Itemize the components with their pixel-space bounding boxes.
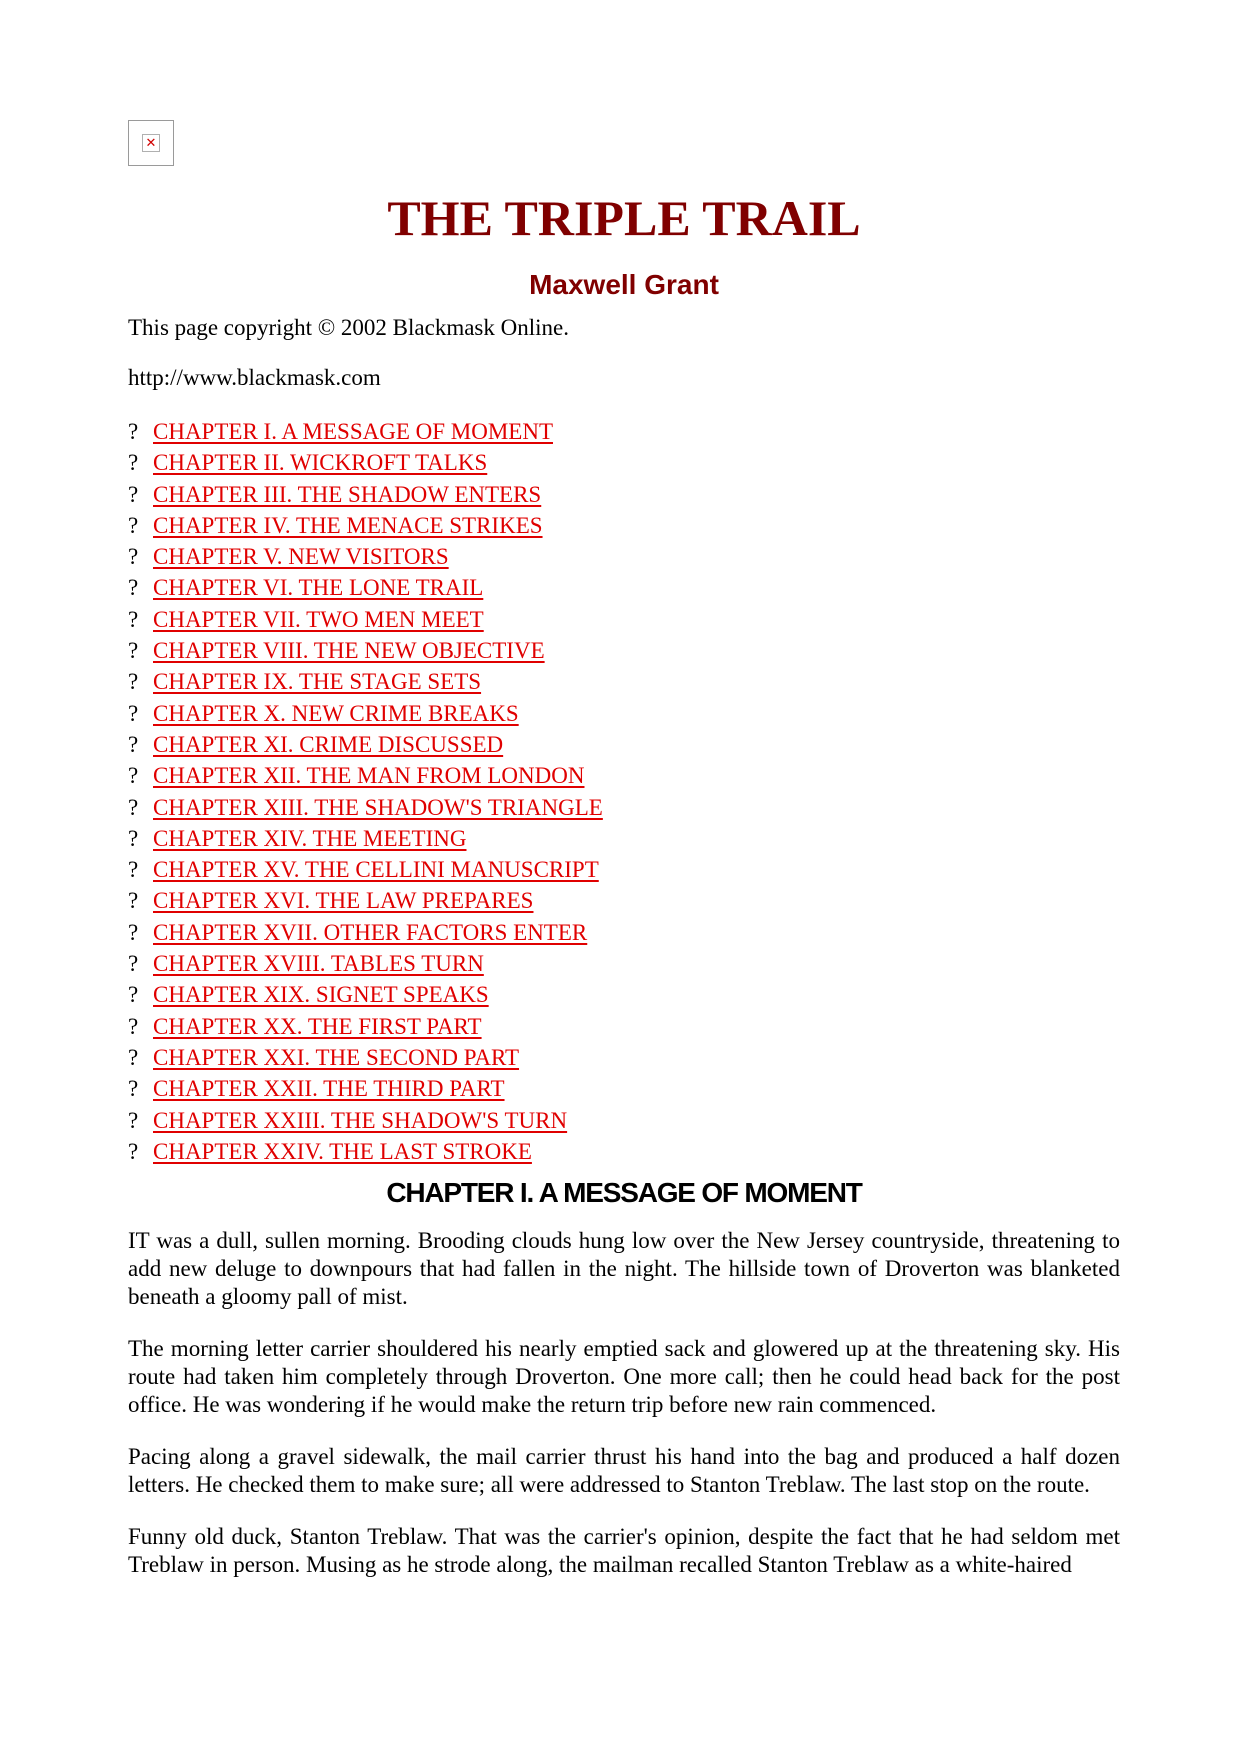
toc-link[interactable]: CHAPTER XX. THE FIRST PART: [153, 1013, 482, 1039]
toc-link[interactable]: CHAPTER V. NEW VISITORS: [153, 544, 449, 570]
toc-link[interactable]: CHAPTER XIV. THE MEETING: [153, 825, 467, 851]
toc-item: [128, 543, 1120, 574]
toc-bullet: ?: [128, 669, 139, 695]
toc-item: [128, 825, 1120, 856]
toc-item: [128, 887, 1120, 918]
chapter-body: [128, 1227, 1120, 1579]
toc-item: [128, 1075, 1120, 1106]
toc-item: [128, 1107, 1120, 1138]
toc-link[interactable]: CHAPTER IV. THE MENACE STRIKES: [153, 512, 543, 538]
toc-item: [128, 731, 1120, 762]
toc-item: [128, 700, 1120, 731]
toc-link[interactable]: CHAPTER I. A MESSAGE OF MOMENT: [153, 419, 553, 444]
toc-link[interactable]: CHAPTER II. WICKROFT TALKS: [153, 450, 488, 476]
toc-link[interactable]: CHAPTER XXII. THE THIRD PART: [153, 1076, 505, 1102]
toc-link[interactable]: CHAPTER XIX. SIGNET SPEAKS: [153, 982, 489, 1008]
toc-bullet: ?: [128, 481, 139, 507]
toc-link[interactable]: CHAPTER XXIII. THE SHADOW'S TURN: [153, 1107, 568, 1133]
toc-bullet: ?: [128, 512, 139, 538]
toc-bullet: ?: [128, 794, 139, 820]
toc-item: [128, 1044, 1120, 1075]
toc-item: [128, 481, 1120, 512]
toc-item: [128, 637, 1120, 668]
toc-bullet: ?: [128, 1044, 139, 1070]
author-name: Maxwell Grant: [529, 269, 719, 300]
toc-bullet: ?: [128, 731, 139, 757]
toc-item: [128, 1013, 1120, 1044]
toc-link[interactable]: CHAPTER VII. TWO MEN MEET: [153, 606, 484, 632]
toc-bullet: ?: [128, 700, 139, 726]
toc-link[interactable]: CHAPTER XI. CRIME DISCUSSED: [153, 731, 504, 757]
toc-link[interactable]: CHAPTER VI. THE LONE TRAIL: [153, 575, 484, 601]
toc-bullet: ?: [128, 575, 139, 601]
toc-item: [128, 794, 1120, 825]
toc-item: [128, 512, 1120, 543]
table-of-contents: [128, 418, 1120, 1169]
paragraph: IT was a dull, sullen morning. Brooding clouds hung low over the New Jersey countryside, threatening to add new deluge to downpours that had fallen in the night. The hillside town of Droverton was blanketed beneath a gloomy pall of mist.: [128, 1228, 1120, 1310]
document-page: [128, 120, 1120, 1579]
toc-item: [128, 1138, 1120, 1169]
toc-link[interactable]: CHAPTER XXIV. THE LAST STROKE: [153, 1138, 532, 1164]
toc-bullet: ?: [128, 1138, 139, 1164]
toc-bullet: ?: [128, 606, 139, 632]
toc-item: [128, 418, 1120, 449]
broken-image-icon: ✕: [128, 120, 174, 166]
toc-bullet: ?: [128, 857, 139, 883]
site-url: http://www.blackmask.com: [128, 365, 381, 390]
toc-link[interactable]: CHAPTER VIII. THE NEW OBJECTIVE: [153, 638, 545, 664]
paragraph: Pacing along a gravel sidewalk, the mail carrier thrust his hand into the bag and produced a half dozen letters. He checked them to make sure; all were addressed to Stanton Treblaw. The last stop on the route.: [128, 1444, 1120, 1498]
toc-link[interactable]: CHAPTER XV. THE CELLINI MANUSCRIPT: [153, 857, 599, 883]
toc-item: [128, 981, 1120, 1012]
toc-bullet: ?: [128, 825, 139, 851]
toc-item: [128, 606, 1120, 637]
toc-link[interactable]: CHAPTER X. NEW CRIME BREAKS: [153, 700, 519, 726]
toc-item: [128, 950, 1120, 981]
toc-bullet: ?: [128, 544, 139, 570]
toc-bullet: ?: [128, 1107, 139, 1133]
copyright-notice: This page copyright © 2002 Blackmask Online.: [128, 315, 569, 340]
toc-link[interactable]: CHAPTER IX. THE STAGE SETS: [153, 669, 482, 695]
toc-link[interactable]: CHAPTER XXI. THE SECOND PART: [153, 1044, 520, 1070]
toc-link[interactable]: CHAPTER XII. THE MAN FROM LONDON: [153, 763, 585, 789]
toc-item: [128, 668, 1120, 699]
toc-bullet: ?: [128, 763, 139, 789]
toc-link[interactable]: CHAPTER III. THE SHADOW ENTERS: [153, 481, 542, 507]
toc-item: [128, 574, 1120, 605]
toc-bullet: ?: [128, 1013, 139, 1039]
toc-link[interactable]: CHAPTER XVI. THE LAW PREPARES: [153, 888, 534, 914]
toc-bullet: ?: [128, 982, 139, 1008]
toc-bullet: ?: [128, 419, 139, 444]
toc-item: [128, 856, 1120, 887]
toc-link[interactable]: CHAPTER XVII. OTHER FACTORS ENTER: [153, 919, 588, 945]
toc-item: [128, 449, 1120, 480]
toc-link[interactable]: CHAPTER XIII. THE SHADOW'S TRIANGLE: [153, 794, 603, 820]
toc-bullet: ?: [128, 951, 139, 977]
toc-bullet: ?: [128, 1076, 139, 1102]
chapter-heading: CHAPTER I. A MESSAGE OF MOMENT: [386, 1177, 862, 1209]
toc-bullet: ?: [128, 638, 139, 664]
toc-bullet: ?: [128, 919, 139, 945]
book-title: THE TRIPLE TRAIL: [387, 190, 861, 246]
paragraph: The morning letter carrier shouldered his nearly emptied sack and glowered up at the threatening sky. His route had taken him completely through Droverton. One more call; then he could head back for the post office. He was wondering if he would make the return trip before new rain commenced.: [128, 1336, 1120, 1418]
toc-bullet: ?: [128, 450, 139, 476]
toc-link[interactable]: CHAPTER XVIII. TABLES TURN: [153, 951, 484, 977]
toc-bullet: ?: [128, 888, 139, 914]
toc-item: [128, 762, 1120, 793]
paragraph: Funny old duck, Stanton Treblaw. That was the carrier's opinion, despite the fact that he had seldom met Treblaw in person. Musing as he strode along, the mailman recalled Stanton Treblaw as a white-haired: [128, 1524, 1120, 1578]
toc-item: [128, 919, 1120, 950]
